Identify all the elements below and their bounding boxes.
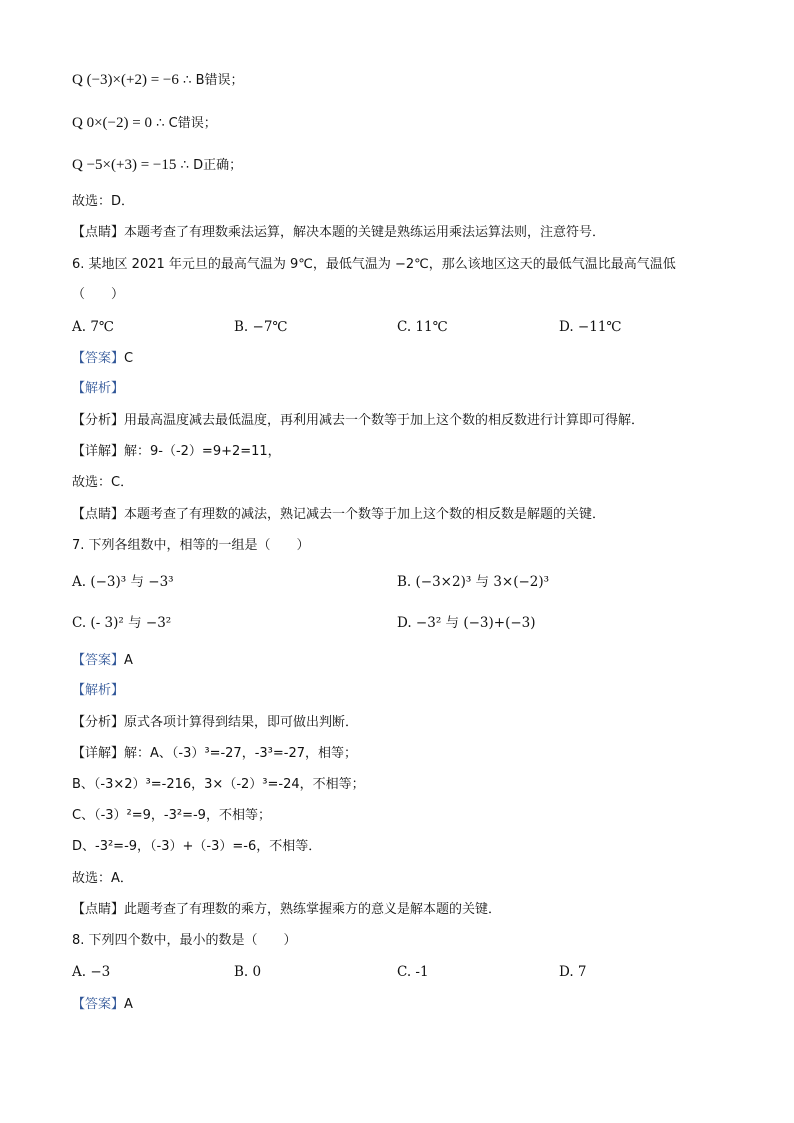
q6-option-c: C. 11℃ <box>397 319 448 335</box>
reason-line-b <box>72 70 244 91</box>
xiangjie-q6: 【详解】解：9-（-2）=9+2=11， <box>72 444 281 459</box>
conclusion-text: ∴ B错误； <box>183 73 244 88</box>
jiexi-tag-q7: 【解析】 <box>72 683 125 698</box>
q8-option-c: C. -1 <box>397 964 429 980</box>
fenxi-q6: 【分析】用最高温度减去最低温度，再利用减去一个数等于加上这个数的相反数进行计算即可得解． <box>72 413 645 428</box>
xiangjie-q7-d: D、-3²=-9，（-3）+（-3）=-6，不相等． <box>72 839 322 854</box>
math-expression: Q −5×(+3) = −15 <box>72 157 177 173</box>
conclusion-text: ∴ C错误； <box>156 116 217 131</box>
answer-q6 <box>72 348 133 369</box>
q7-option-b: B. (−3×2)³ 与 3×(−2)³ <box>397 574 550 590</box>
question-6-stem: 6. 某地区 2021 年元旦的最高气温为 9℃，最低气温为 −2℃，那么该地区这天的最低气温比最高气温低 <box>72 257 676 272</box>
q8-option-d: D. 7 <box>559 964 587 980</box>
q7-option-c: C. (- 3)² 与 −3² <box>72 615 172 631</box>
question-8-stem: 8. 下列四个数中，最小的数是（ ） <box>72 933 297 948</box>
answer-tag: 【答案】 <box>72 997 125 1012</box>
math-expression: Q (−3)×(+2) = −6 <box>72 72 179 88</box>
question-7-stem: 7. 下列各组数中，相等的一组是（ ） <box>72 538 310 553</box>
xiangjie-q7-c: C、（-3）²=9，-3²=-9，不相等； <box>72 808 271 823</box>
answer-value: A <box>124 653 133 668</box>
answer-value: A <box>124 997 133 1012</box>
q8-option-b: B. 0 <box>234 964 262 980</box>
dianjing-q7: 【点睛】此题考查了有理数的乘方，熟练掌握乘方的意义是解本题的关键． <box>72 902 502 917</box>
answer-q7 <box>72 650 133 671</box>
selection-q5: 故选：D． <box>72 194 135 209</box>
xiangjie-q7: 【详解】解：A、（-3）³=-27，-3³=-27，相等； <box>72 746 357 761</box>
reason-line-d <box>72 155 242 176</box>
answer-value: C <box>124 351 134 366</box>
dianjing-q6: 【点睛】本题考查了有理数的减法，熟记减去一个数等于加上这个数的相反数是解题的关键． <box>72 507 606 522</box>
q6-option-d: D. −11℃ <box>559 319 622 335</box>
q7-option-a: A. (−3)³ 与 −3³ <box>72 574 174 590</box>
fenxi-q7: 【分析】原式各项计算得到结果，即可做出判断． <box>72 715 359 730</box>
reason-line-c <box>72 113 217 134</box>
jiexi-tag-q6: 【解析】 <box>72 381 125 396</box>
answer-tag: 【答案】 <box>72 653 125 668</box>
math-expression: Q 0×(−2) = 0 <box>72 115 152 131</box>
question-6-paren: （ ） <box>72 287 125 302</box>
dianjing-q5: 【点睛】本题考查了有理数乘法运算，解决本题的关键是熟练运用乘法运算法则，注意符号． <box>72 225 606 240</box>
answer-tag: 【答案】 <box>72 351 125 366</box>
answer-q8 <box>72 994 133 1015</box>
selection-q7: 故选：A． <box>72 871 133 886</box>
q6-option-a: A. 7℃ <box>72 319 115 335</box>
q6-option-b: B. −7℃ <box>234 319 288 335</box>
xiangjie-q7-b: B、（-3×2）³=-216，3×（-2）³=-24，不相等； <box>72 777 365 792</box>
conclusion-text: ∴ D正确； <box>180 158 243 173</box>
q7-option-d: D. −3² 与 (−3)+(−3) <box>397 615 536 631</box>
selection-q6: 故选：C． <box>72 475 134 490</box>
q8-option-a: A. −3 <box>72 964 111 980</box>
